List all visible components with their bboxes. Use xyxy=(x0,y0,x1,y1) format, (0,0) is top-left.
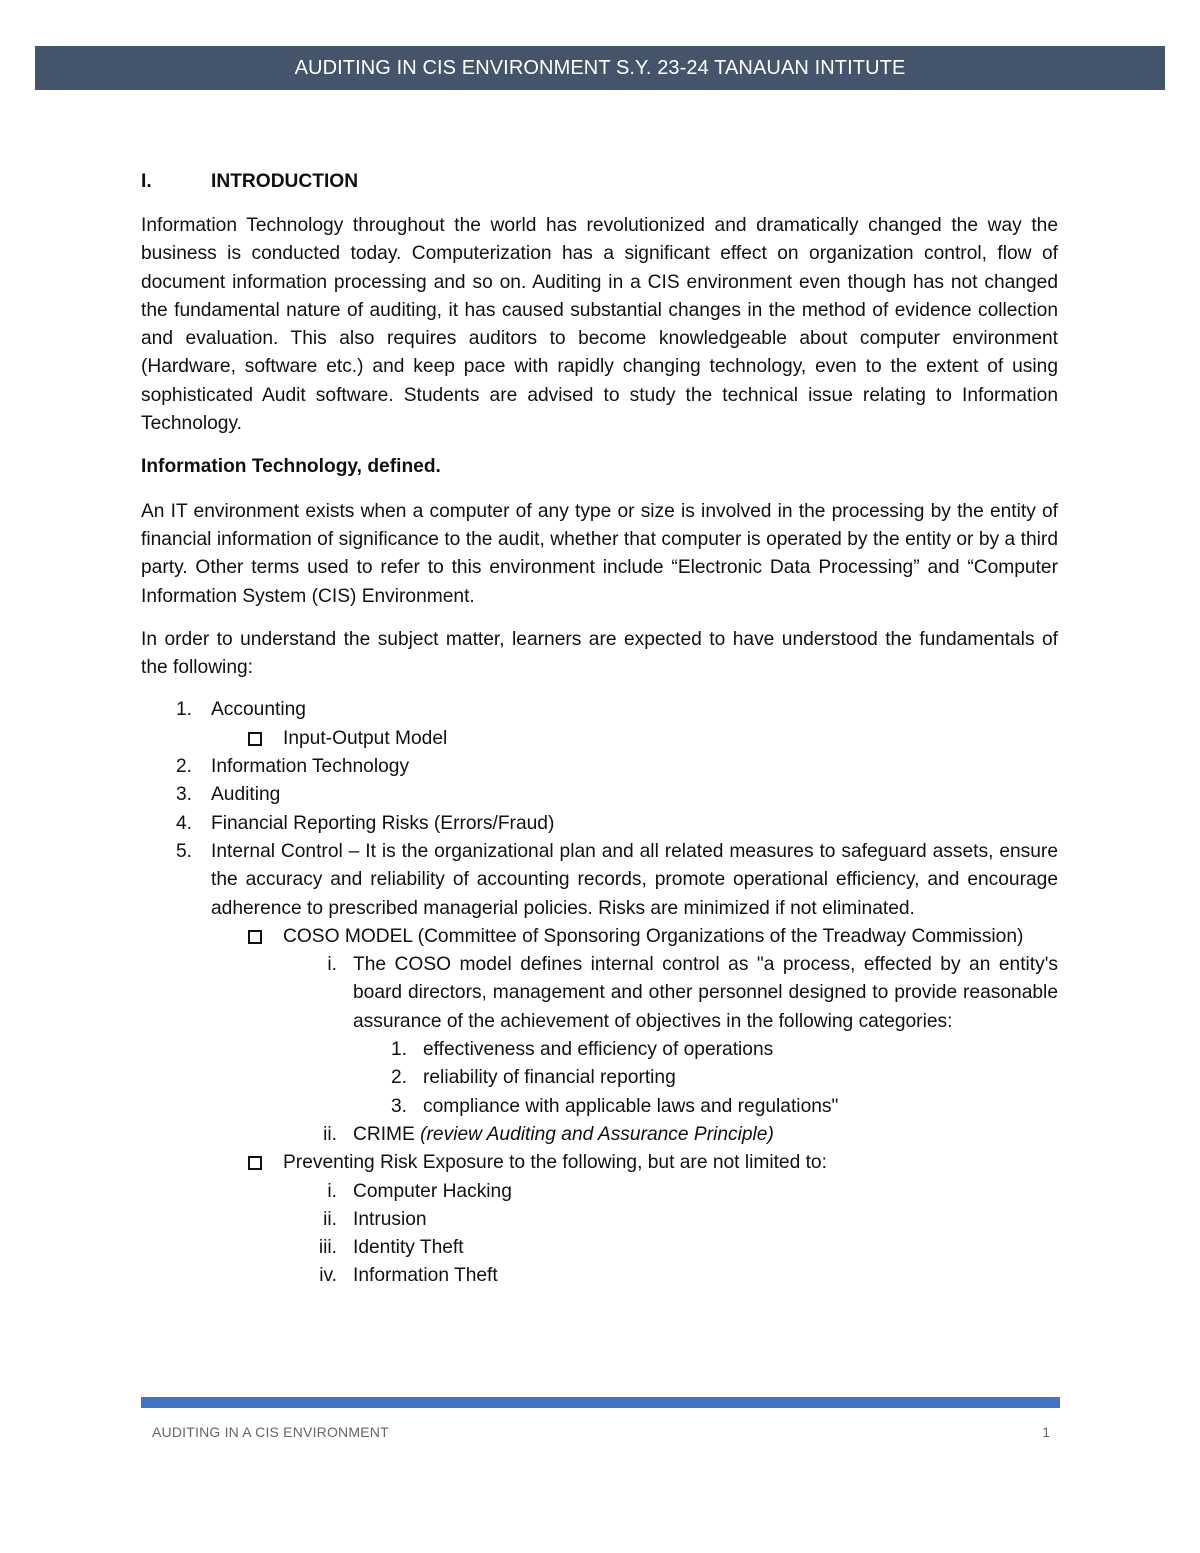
risk-exposure-item xyxy=(244,1149,1058,1177)
list-number: 4. xyxy=(175,812,192,834)
footer-divider xyxy=(141,1397,1060,1408)
list-text: Internal Control – It is the organizational plan and all related measures to safeguard assets, ensure the accuracy and reliability of accounting records, promote operational efficiency, and encourage adherence to prescribed managerial policies. Risks are minimized if not eliminated. xyxy=(211,840,1058,919)
risk-item xyxy=(141,1262,1058,1290)
risk-text: Identity Theft xyxy=(353,1237,464,1259)
list-text: Information Technology xyxy=(211,756,410,778)
header-banner xyxy=(35,46,1165,90)
list-item xyxy=(141,696,1058,724)
risk-item xyxy=(141,1206,1058,1234)
coso-category-item xyxy=(141,1064,1058,1092)
roman-number: ii. xyxy=(323,1123,337,1145)
it-defined-heading: Information Technology, defined. xyxy=(141,456,441,478)
list-text: Financial Reporting Risks (Errors/Fraud) xyxy=(211,812,555,834)
list-item xyxy=(141,810,1058,838)
crime-text xyxy=(353,1121,1058,1149)
list-subitem-text: Input-Output Model xyxy=(283,727,448,749)
coso-definition-text: The COSO model defines internal control as "a process, effected by an entity's board directors, management and other personnel designed to provide reasonable assurance of the achievement of objectives in the following categories: xyxy=(353,954,1058,1032)
coso-category-text: reliability of financial reporting xyxy=(423,1067,676,1089)
coso-category-item xyxy=(141,1036,1058,1064)
list-number: 1. xyxy=(175,699,192,721)
coso-model-title: COSO MODEL (Committee of Sponsoring Organizations of the Treadway Commission) xyxy=(283,925,1024,947)
risk-text: Information Theft xyxy=(353,1265,498,1287)
list-item xyxy=(141,838,1058,923)
square-bullet-icon xyxy=(248,930,262,944)
square-bullet-icon xyxy=(248,1156,262,1170)
document-body xyxy=(141,168,1058,1291)
risk-text: Intrusion xyxy=(353,1208,427,1230)
roman-number: iii. xyxy=(318,1237,337,1259)
coso-category-text: effectiveness and efficiency of operations xyxy=(423,1039,774,1061)
intro-paragraph: Information Technology throughout the world has revolutionized and dramatically changed the way the business is conducted today. Computerization has a significant effect on organization control, flow of document information processing and so on. Auditing in a CIS environment even though has not changed the fundamental nature of auditing, it has caused substantial changes in the method of evidence collection and evaluation. This also requires auditors to become knowledgeable about computer environment (Hardware, software etc.) and keep pace with rapidly changing technology, even to the extent of using sophisticated Audit software. Students are advised to study the technical issue relating to Information Technology. xyxy=(141,215,1058,435)
list-number: 1. xyxy=(390,1039,407,1061)
section-title: INTRODUCTION xyxy=(211,171,359,192)
roman-number: i. xyxy=(327,1180,337,1202)
fundamentals-list xyxy=(141,696,1058,1290)
coso-category-item xyxy=(141,1093,1058,1121)
fundamentals-intro: In order to understand the subject matter, learners are expected to have understood the fundamentals of the following: xyxy=(141,628,1058,679)
list-number: 5. xyxy=(175,840,192,862)
crime-note: (review Auditing and Assurance Principle) xyxy=(420,1123,774,1145)
list-number: 3. xyxy=(175,784,192,806)
square-bullet-icon xyxy=(248,732,262,746)
list-item xyxy=(141,753,1058,781)
coso-model-item xyxy=(244,923,1058,951)
list-number: 3. xyxy=(390,1095,407,1117)
risk-item xyxy=(141,1178,1058,1206)
coso-category-text: compliance with applicable laws and regulations" xyxy=(423,1095,839,1117)
section-number: I. xyxy=(141,171,152,192)
crime-item xyxy=(141,1121,1058,1149)
page-number: 1 xyxy=(1042,1424,1050,1440)
list-subitem xyxy=(244,725,1058,753)
risk-item xyxy=(141,1234,1058,1262)
roman-number: i. xyxy=(327,954,337,976)
footer-title: AUDITING IN A CIS ENVIRONMENT xyxy=(152,1424,389,1440)
roman-number: iv. xyxy=(319,1265,337,1287)
roman-number: ii. xyxy=(323,1208,337,1230)
crime-label: CRIME xyxy=(353,1123,421,1145)
it-defined-paragraph: An IT environment exists when a computer of any type or size is involved in the processing by the entity of financial information of significance to the audit, whether that computer is operated by the entity or by a third party. Other terms used to refer to this environment include “Electronic Data Processing” and “Computer Information System (CIS) Environment. xyxy=(141,500,1058,607)
list-item xyxy=(141,781,1058,809)
list-text: Accounting xyxy=(211,699,306,721)
coso-definition-item xyxy=(141,951,1058,1036)
section-heading xyxy=(141,168,1058,196)
header-title: AUDITING IN CIS ENVIRONMENT S.Y. 23-24 TANAUAN INTITUTE xyxy=(294,56,906,79)
risk-text: Computer Hacking xyxy=(353,1180,512,1202)
list-number: 2. xyxy=(390,1067,407,1089)
risk-exposure-title: Preventing Risk Exposure to the following, but are not limited to: xyxy=(283,1152,827,1174)
list-number: 2. xyxy=(175,756,192,778)
list-text: Auditing xyxy=(211,784,281,806)
